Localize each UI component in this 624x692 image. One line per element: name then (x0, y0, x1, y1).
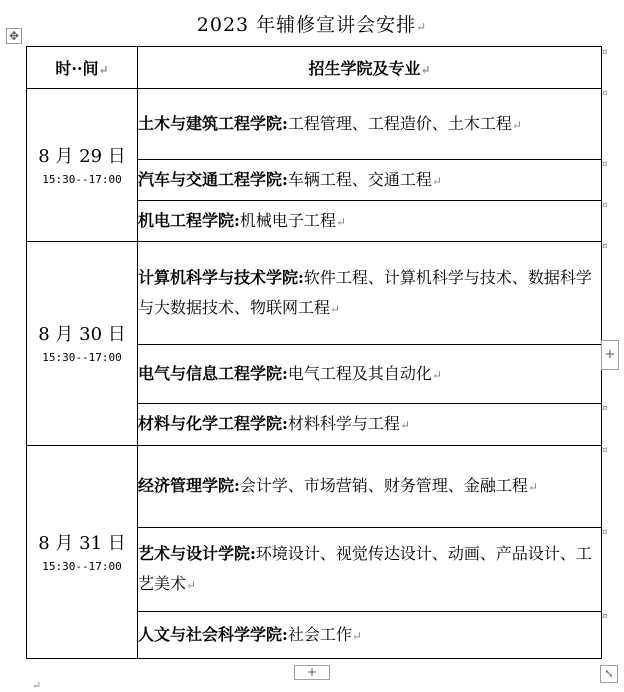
major-list: 材料科学与工程 (287, 414, 400, 433)
row-end-mark-icon: ¤ (602, 404, 608, 414)
table-row (27, 242, 602, 345)
college-name: 汽车与交通工程学院: (138, 169, 288, 189)
college-cell[interactable]: 汽车与交通工程学院:车辆工程、交通工程↵ (138, 160, 602, 201)
row-end-mark-icon: ¤ (602, 48, 608, 58)
table-header-row (27, 47, 602, 89)
table-move-icon[interactable]: ✥ (6, 28, 22, 44)
college-name: 电气与信息工程学院: (138, 363, 288, 383)
college-cell[interactable]: 人文与社会科学学院:社会工作↵ (138, 612, 602, 659)
college-name: 经济管理学院: (138, 476, 240, 495)
date-text: 8 月 29 日 (38, 145, 126, 167)
major-list: 工程管理、工程造价、土木工程 (287, 113, 512, 133)
table-row (27, 446, 602, 528)
college-cell[interactable]: 计算机科学与技术学院:软件工程、计算机科学与技术、数据科学与大数据技术、物联网工程↵ (138, 242, 602, 345)
document-title[interactable] (0, 10, 624, 37)
row-end-mark-icon: ¤ (602, 89, 608, 99)
date-text: 8 月 31 日 (38, 532, 126, 554)
add-row-icon[interactable]: + (294, 665, 330, 680)
college-name: 人文与社会科学学院: (138, 624, 288, 644)
row-end-mark-icon: ¤ (602, 446, 608, 456)
row-end-mark-icon: ¤ (602, 528, 608, 538)
college-name: 艺术与设计学院: (138, 544, 256, 563)
college-cell[interactable]: 电气与信息工程学院:电气工程及其自动化↵ (138, 345, 602, 404)
date-cell[interactable] (27, 242, 138, 446)
college-cell[interactable]: 艺术与设计学院:环境设计、视觉传达设计、动画、产品设计、工艺美术↵ (138, 528, 602, 612)
table-row (27, 89, 602, 160)
time-text: 15:30--17:00 (42, 351, 122, 364)
schedule-table (26, 46, 602, 659)
row-end-mark-icon: ¤ (602, 201, 608, 211)
college-name: 机电工程学院: (138, 210, 240, 230)
row-end-mark-icon: ¤ (602, 160, 608, 170)
time-text: 15:30--17:00 (42, 172, 122, 186)
paragraph-mark-icon: ↵ (416, 20, 428, 34)
row-end-mark-icon: ¤ (602, 612, 608, 622)
college-name: 材料与化学工程学院: (138, 414, 288, 433)
date-text: 8 月 30 日 (38, 324, 126, 345)
header-college-major[interactable]: 招生学院及专业↵ (138, 47, 602, 89)
table-resize-icon[interactable]: ⤡ (600, 665, 618, 683)
row-end-mark-icon: ¤ (602, 242, 608, 252)
paragraph-mark-icon: ↵ (32, 679, 42, 692)
title-text: 2023 年辅修宣讲会安排 (196, 14, 417, 36)
header-time[interactable]: 时··间↵ (27, 47, 138, 89)
add-column-icon[interactable]: + (601, 340, 619, 370)
major-list: 环境设计、视觉传达设计、动画、产品设计、工艺美术 (138, 544, 592, 593)
college-name: 土木与建筑工程学院: (138, 113, 288, 133)
major-list: 机械电子工程 (239, 210, 336, 230)
major-list: 社会工作 (287, 624, 352, 644)
major-list: 会计学、市场营销、财务管理、金融工程 (239, 476, 528, 495)
college-name: 计算机科学与技术学院: (138, 267, 304, 287)
date-cell[interactable] (27, 89, 138, 242)
major-list: 车辆工程、交通工程 (287, 169, 432, 189)
date-cell[interactable] (27, 446, 138, 659)
major-list: 电气工程及其自动化 (287, 363, 432, 383)
college-cell[interactable]: 材料与化学工程学院:材料科学与工程↵ (138, 404, 602, 446)
major-list: 软件工程、计算机科学与技术、数据科学与大数据技术、物联网工程 (138, 267, 592, 317)
time-text: 15:30--17:00 (42, 559, 122, 573)
college-cell[interactable]: 机电工程学院:机械电子工程↵ (138, 201, 602, 242)
college-cell[interactable]: 经济管理学院:会计学、市场营销、财务管理、金融工程↵ (138, 446, 602, 528)
college-cell[interactable]: 土木与建筑工程学院:工程管理、工程造价、土木工程↵ (138, 89, 602, 160)
